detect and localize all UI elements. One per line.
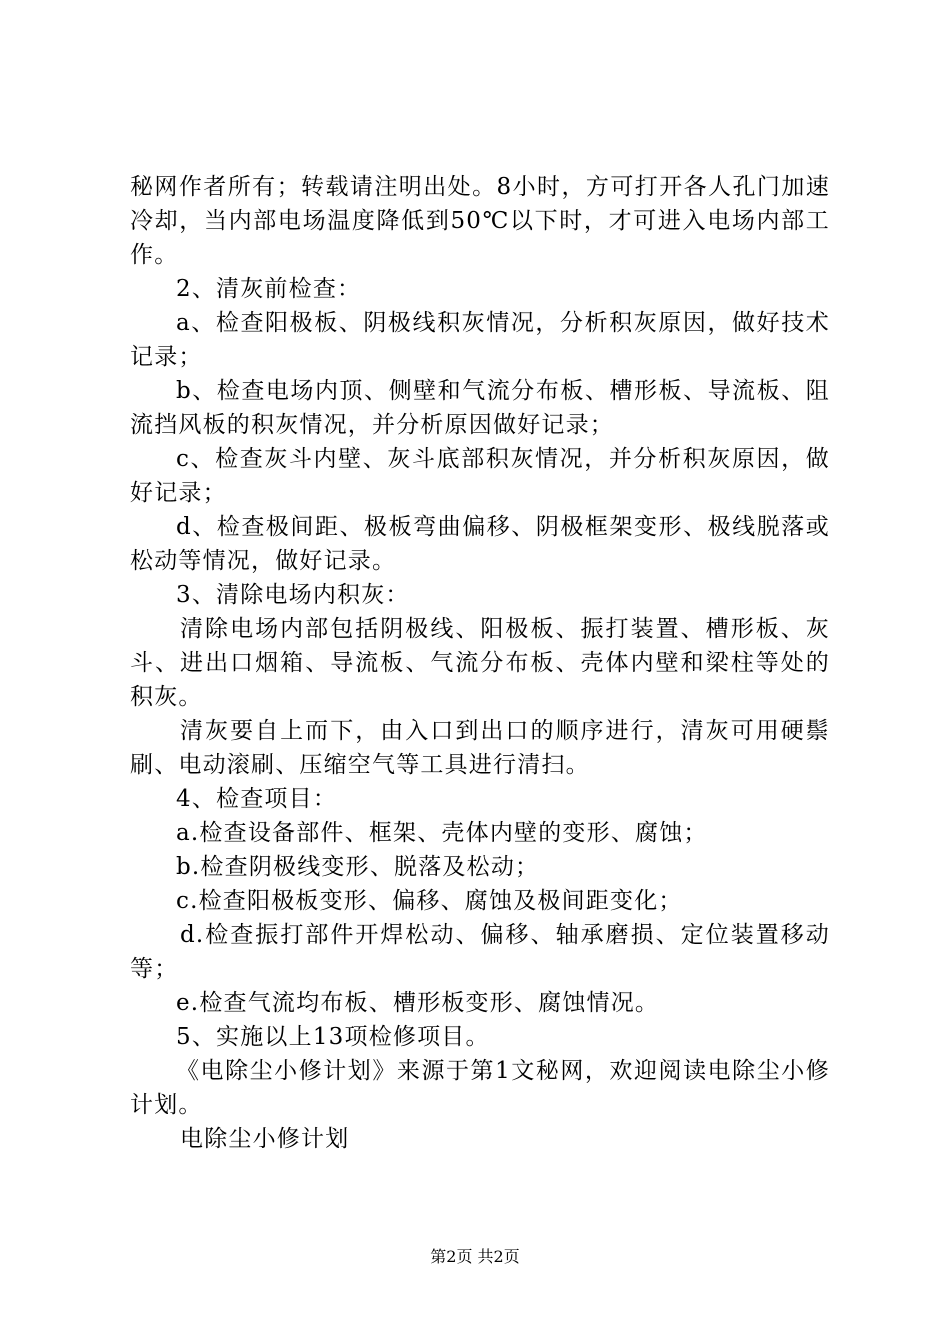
list-item-2d: d、检查极间距、极板弯曲偏移、阴极框架变形、极线脱落或松动等情况，做好记录。 [130,514,830,574]
paragraph-3-2: 清灰要自上而下，由入口到出口的顺序进行，清灰可用硬鬃刷、电动滚刷、压缩空气等工具进行清扫。 [130,718,830,778]
source-note: 《电除尘小修计划》来源于第1文秘网，欢迎阅读电除尘小修计划。 [130,1058,830,1118]
section-heading-4: 4、检查项目： [176,786,338,812]
list-item-2b: b、检查电场内顶、侧壁和气流分布板、槽形板、导流板、阻流挡风板的积灰情况，并分析原因做好记录； [130,378,830,438]
document-body [130,170,830,1156]
list-item-4d: d.检查振打部件开焊松动、偏移、轴承磨损、定位装置移动等； [130,922,830,982]
list-item-4e: e.检查气流均布板、槽形板变形、腐蚀情况。 [176,990,660,1016]
list-item-2a: a、检查阳极板、阴极线积灰情况，分析积灰原因，做好技术记录； [130,310,830,370]
section-heading-5: 5、实施以上13项检修项目。 [176,1024,490,1050]
page-footer: 第2页 共2页 [430,1247,520,1266]
section-heading-2: 2、清灰前检查： [176,276,362,302]
list-item-4c: c.检查阳极板变形、偏移、腐蚀及极间距变化； [176,888,683,914]
list-item-4b: b.检查阴极线变形、脱落及松动； [176,854,540,880]
section-heading-3: 3、清除电场内积灰： [176,582,410,608]
paragraph-continuation: 秘网作者所有；转载请注明出处。8小时，方可打开各人孔门加速冷却，当内部电场温度降低到50℃以下时，才可进入电场内部工作。 [130,174,830,268]
list-item-4a: a.检查设备部件、框架、壳体内壁的变形、腐蚀； [176,820,708,846]
paragraph-3-1: 清除电场内部包括阴极线、阳极板、振打装置、槽形板、灰斗、进出口烟箱、导流板、气流分布板、壳体内壁和梁柱等处的积灰。 [130,616,830,710]
document-title-line: 电除尘小修计划 [180,1126,350,1152]
list-item-2c: c、检查灰斗内壁、灰斗底部积灰情况，并分析积灰原因，做好记录； [130,446,830,506]
